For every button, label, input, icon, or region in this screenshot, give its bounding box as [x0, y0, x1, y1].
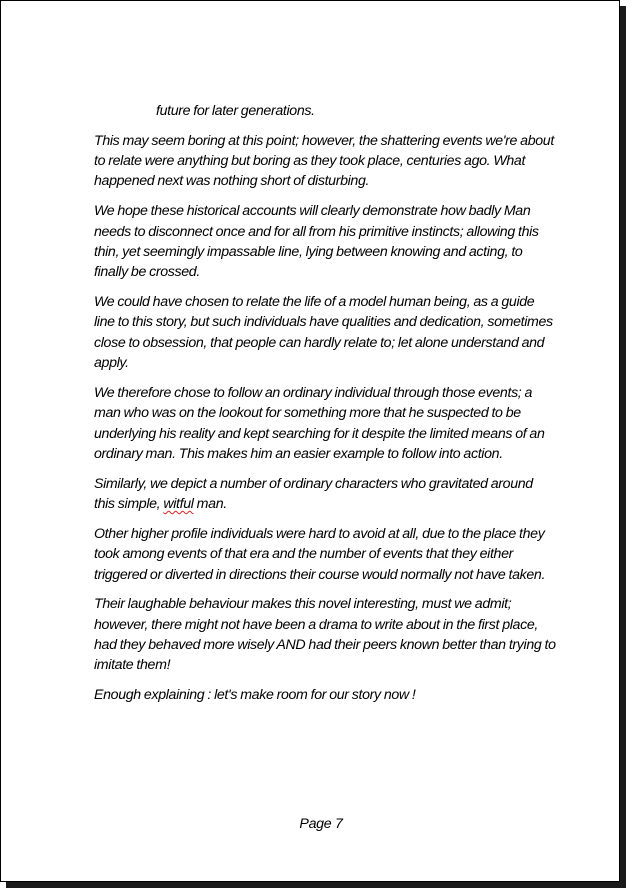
- paragraph: We could have chosen to relate the life of a model human being, as a guide line to this story, but such individuals have qualities and dedication, sometimes close to obsession, that people can hardly relate to; let alone understand and apply.: [94, 294, 553, 372]
- paragraph-with-flagged-word: [94, 474, 556, 515]
- paragraph-text: man.: [193, 496, 227, 513]
- page-number-footer: Page 7: [299, 816, 343, 832]
- paragraph-continuation: future for later generations.: [156, 103, 315, 119]
- paragraph: This may seem boring at this point; however, the shattering events we're about to relate were anything but boring as they took place, centuries ago. What happened next was nothing short of disturbing.: [94, 132, 554, 190]
- paragraph: Their laughable behaviour makes this novel interesting, must we admit; however, there might not have been a drama to write about in the first place, had they behaved more wisely AND had their peers known better than trying to imitate them!: [94, 596, 556, 674]
- paragraph-text: Similarly, we depict a number of ordinary characters who gravitated around this simple,: [94, 475, 533, 513]
- page-body-text: [94, 101, 556, 715]
- paragraph: Enough explaining : let's make room for our story now !: [94, 687, 416, 704]
- paragraph: We therefore chose to follow an ordinary individual through those events; a man who was on the lookout for something more that he suspected to be underlying his reality and kept searching for it despite the limited means of an ordinary man. This makes him an easier example to follow into action.: [94, 384, 545, 462]
- paragraph: We hope these historical accounts will clearly demonstrate how badly Man needs to disconnect once and for all from his primitive instincts; allowing this thin, yet seemingly impassable line, lying between knowing and acting, to finally be crossed.: [94, 203, 539, 281]
- paragraph: Other higher profile individuals were hard to avoid at all, due to the place they took among events of that era and the number of events that they either triggered or diverted in directions their course would normally not have taken.: [94, 525, 546, 583]
- page-shadow-bottom: [6, 882, 626, 888]
- page-shadow-right: [620, 6, 626, 888]
- spellcheck-flagged-word[interactable]: witful: [163, 496, 194, 513]
